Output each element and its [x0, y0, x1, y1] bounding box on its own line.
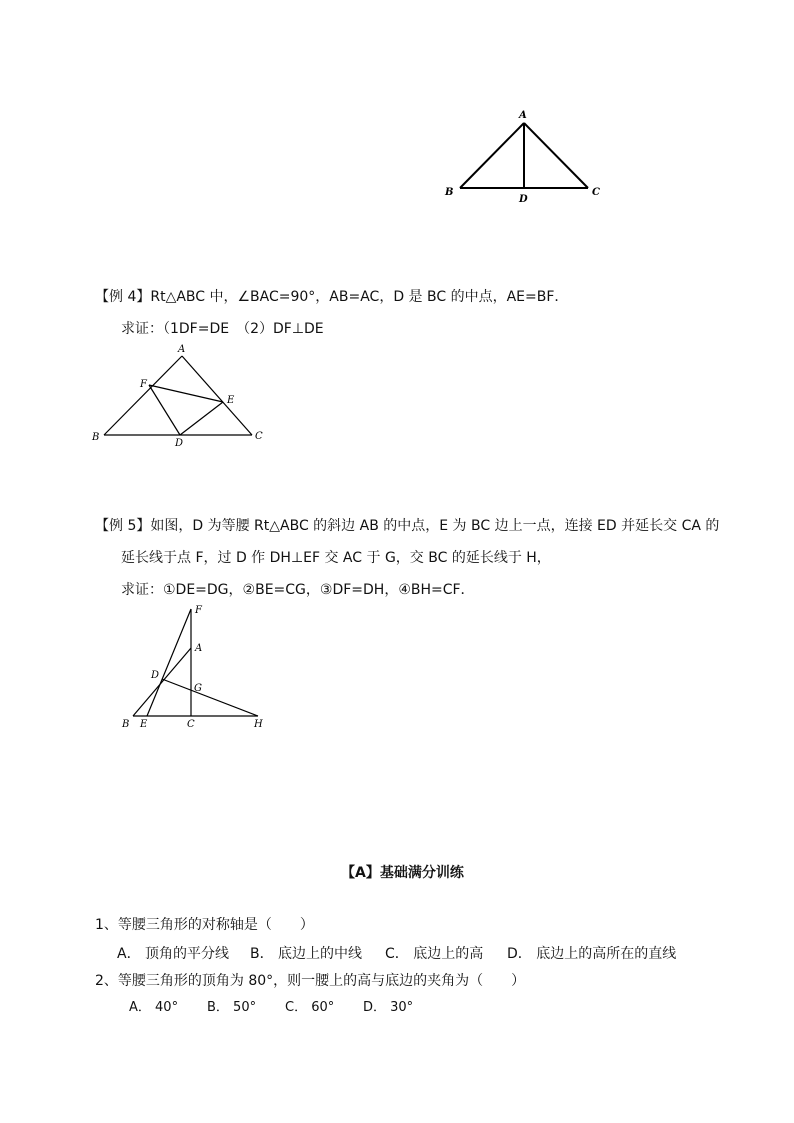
ex5-label-B: B [122, 719, 130, 730]
ex4-label-B: B [92, 432, 100, 443]
ex5-label-E: E [140, 719, 148, 730]
question-1-option-a: A． 顶角的平分线 [117, 946, 230, 962]
figure-example-4 [88, 342, 268, 450]
example-5-line-1: 【例 5】如图，D 为等腰 Rt△ABC 的斜边 AB 的中点，E 为 BC 边上一点，连接 ED 并延长交 CA 的 [95, 518, 720, 534]
question-1-option-b: B． 底边上的中线 [250, 946, 363, 962]
example-4-prove: 求证：（1DF=DE （2）DF⊥DE [121, 321, 324, 337]
ex5-label-D: D [151, 670, 160, 681]
fig1-label-A: A [519, 110, 527, 121]
ex4-label-C: C [255, 431, 263, 442]
example-5-prove: 求证：①DE=DG，②BE=CG，③DF=DH，④BH=CF． [121, 582, 475, 598]
ex4-label-A: A [178, 344, 186, 355]
fig1-label-C: C [592, 187, 600, 198]
fig1-label-D: D [519, 194, 528, 205]
example-4-heading: 【例 4】Rt△ABC 中，∠BAC=90°，AB=AC，D 是 BC 的中点，AE=BF． [95, 289, 569, 305]
question-1-option-d: D． 底边上的高所在的直线 [507, 946, 677, 962]
ex5-label-H: H [254, 719, 263, 730]
figure-example-5 [115, 600, 275, 732]
ex5-label-G: G [194, 683, 202, 694]
question-2-option-c: C． 60° [285, 1000, 335, 1015]
question-2-option-b: B． 50° [207, 1000, 257, 1015]
section-a-title: 【A】基础满分训练 [341, 865, 464, 881]
figure-1-triangle [440, 105, 610, 210]
ex4-label-D: D [175, 438, 184, 449]
question-1-stem: 1、等腰三角形的对称轴是（ ） [95, 917, 314, 933]
question-1-option-c: C． 底边上的高 [385, 946, 484, 962]
question-2-option-d: D． 30° [363, 1000, 414, 1015]
fig1-label-B: B [445, 187, 454, 198]
question-2-stem: 2、等腰三角形的顶角为 80°，则一腰上的高与底边的夹角为（ ） [95, 973, 526, 989]
ex4-label-E: E [227, 395, 235, 406]
ex5-label-C: C [187, 719, 195, 730]
question-2-option-a: A． 40° [129, 1000, 179, 1015]
ex5-label-F: F [195, 605, 202, 616]
ex5-label-A: A [195, 643, 203, 654]
example-5-line-2: 延长线于点 F，过 D 作 DH⊥EF 交 AC 于 G，交 BC 的延长线于 H， [121, 550, 551, 566]
ex4-label-F: F [140, 379, 147, 390]
